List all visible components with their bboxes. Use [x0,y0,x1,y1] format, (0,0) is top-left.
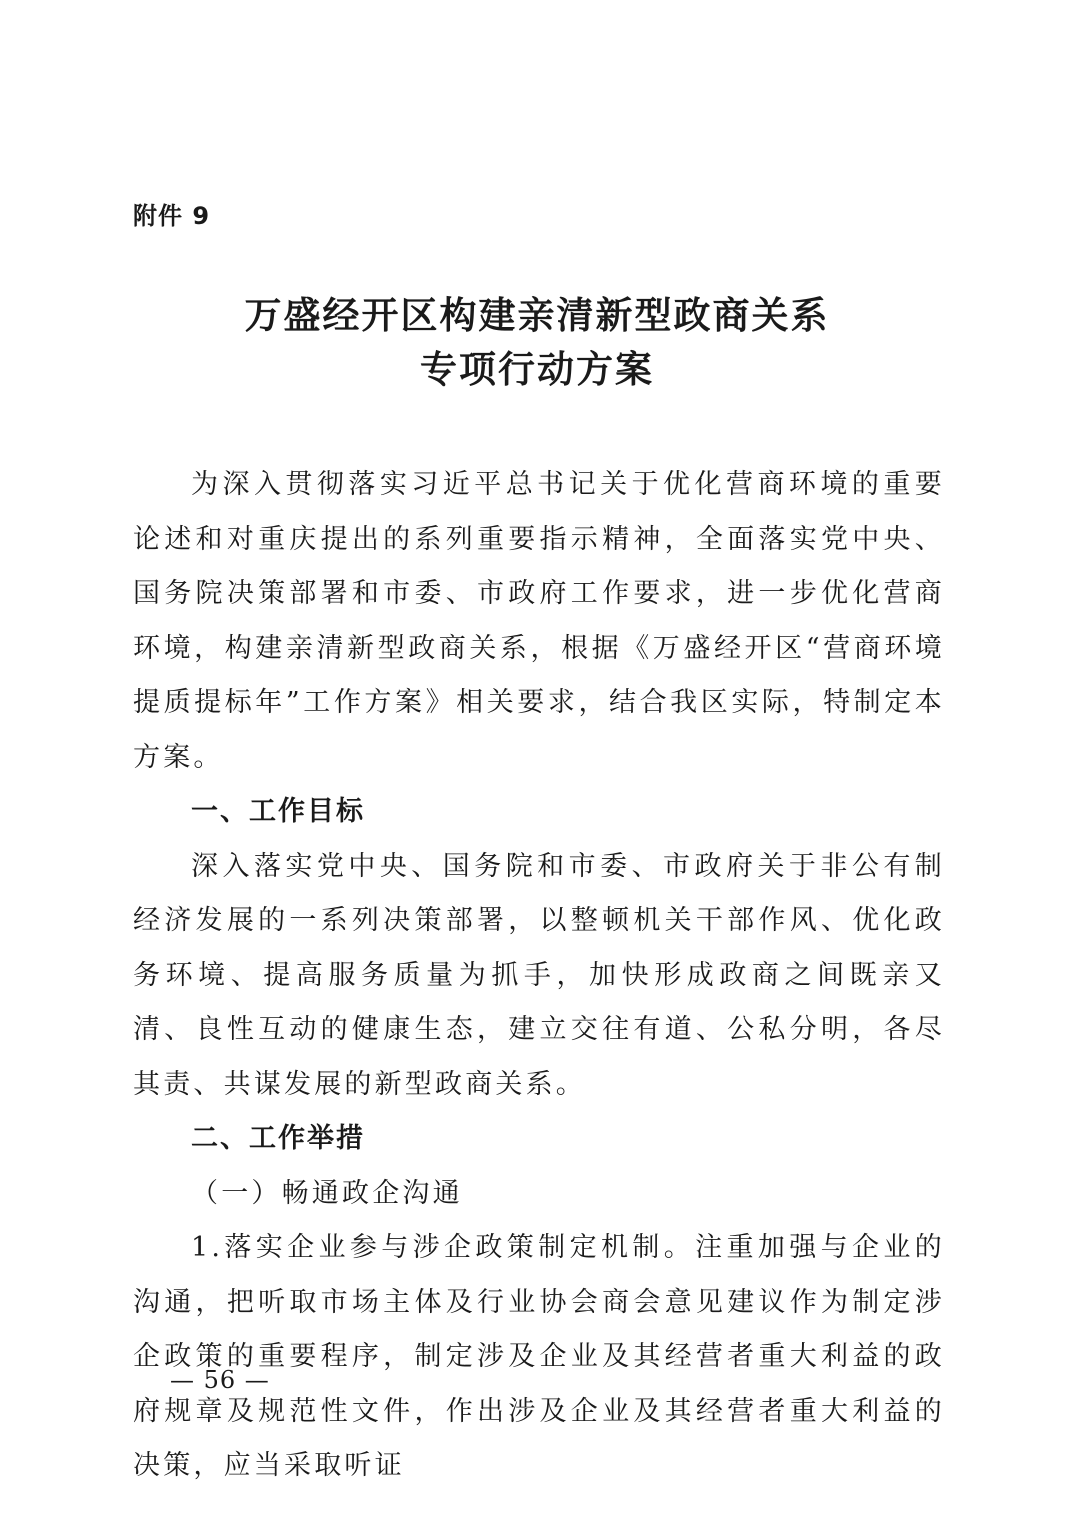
document-title-line-1: 万盛经开区构建亲清新型政商关系 [244,294,830,337]
page-number: — 56 — [170,1366,270,1394]
section-1-paragraph: 深入落实党中央、国务院和市委、市政府关于非公有制经济发展的一系列决策部署，以整顿机关干部作风、优化政务环境、提高服务质量为抓手，加快形成政商之间既亲又清、良性互动的健康生态，建立交往有道、公私分明，各尽其责、共谋发展的新型政商关系。 [133,850,945,1100]
section-2-item-1: 1.落实企业参与涉企政策制定机制。注重加强与企业的沟通，把听取市场主体及行业协会商会意见建议作为制定涉企政策的重要程序，制定涉及企业及其经营者重大利益的政府规章及规范性文件，作出涉及企业及其经营者重大利益的决策，应当采取听证 [133,1232,945,1481]
section-2-subheading: （一）畅通政企沟通 [191,1177,463,1209]
intro-paragraph: 为深入贯彻落实习近平总书记关于优化营商环境的重要论述和对重庆提出的系列重要指示精神，全面落实党中央、国务院决策部署和市委、市政府工作要求，进一步优化营商环境，构建亲清新型政商关系，根据《万盛经开区“营商环境提质提标年”工作方案》相关要求，结合我区实际，特制定本方案。 [133,469,945,773]
document-title-line-2: 专项行动方案 [420,348,654,391]
document-body [133,458,945,1494]
section-1-heading: 一、工作目标 [191,796,365,827]
section-2-heading: 二、工作举措 [191,1123,365,1154]
attachment-label: 附件 9 [133,202,211,230]
